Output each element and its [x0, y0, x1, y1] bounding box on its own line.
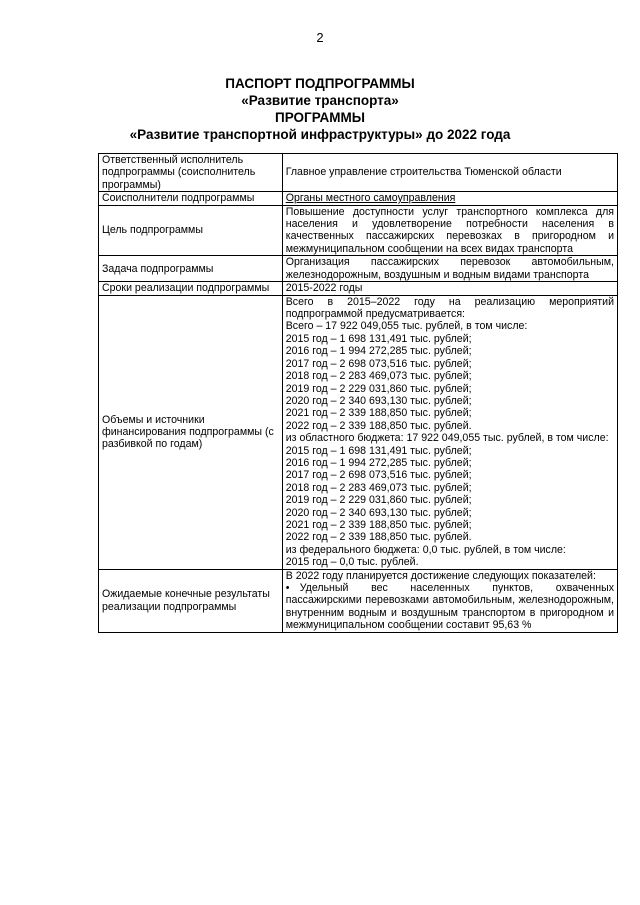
coexecutors-value: Органы местного самоуправления	[282, 192, 617, 205]
funding-year: 2016 год – 1 994 272,285 тыс. рублей;	[285, 345, 472, 358]
table-row	[99, 154, 618, 192]
table-row	[99, 256, 618, 282]
goal-value: Повышение доступности услуг транспортного комплекса для населения и удовлетворение потребности населения в качественных пассажирских перевозках в пригородном и межмуниципальном сообщении на всех видах транспорта	[282, 205, 617, 256]
terms-value: 2015-2022 годы	[282, 282, 617, 295]
table-row	[99, 205, 618, 256]
funding-total: Всего – 17 922 049,055 тыс. рублей, в том числе:	[285, 320, 528, 333]
funding-year: 2022 год – 2 339 188,850 тыс. рублей.	[285, 419, 472, 432]
table-row	[99, 295, 618, 569]
funding-year: 2020 год – 2 340 693,130 тыс. рублей;	[285, 394, 472, 407]
page-number: 2	[316, 30, 324, 45]
title-line-4: «Развитие транспортной инфраструктуры» до 2022 года	[129, 127, 511, 142]
funding-regional: из областного бюджета: 17 922 049,055 тыс. рублей, в том числе:	[285, 432, 609, 445]
terms-label: Сроки реализации подпрограммы	[99, 282, 283, 295]
coexecutors-label: Соисполнители подпрограммы	[99, 192, 283, 205]
funding-year: 2017 год – 2 698 073,516 тыс. рублей;	[285, 357, 472, 370]
title-line-3: ПРОГРАММЫ	[275, 110, 365, 125]
funding-regional-year: 2020 год – 2 340 693,130 тыс. рублей;	[285, 506, 472, 519]
funding-year: 2021 год – 2 339 188,850 тыс. рублей;	[285, 407, 472, 420]
funding-regional-year: 2021 год – 2 339 188,850 тыс. рублей;	[285, 518, 472, 531]
funding-federal-year: 2015 год – 0,0 тыс. рублей.	[285, 556, 419, 569]
table-row	[99, 192, 618, 205]
funding-regional-year: 2015 год – 1 698 131,491 тыс. рублей;	[285, 444, 472, 457]
title-line-1: ПАСПОРТ ПОДПРОГРАММЫ	[225, 76, 415, 91]
funding-regional-year: 2022 год – 2 339 188,850 тыс. рублей.	[285, 531, 472, 544]
funding-year: 2019 год – 2 229 031,860 тыс. рублей;	[285, 382, 472, 395]
funding-regional-year: 2018 год – 2 283 469,073 тыс. рублей;	[285, 481, 472, 494]
funding-regional-year: 2016 год – 1 994 272,285 тыс. рублей;	[285, 456, 472, 469]
results-text: Удельный вес населенных пунктов, охваченных пассажирскими перевозками автомобильным, железнодорожным, внутренним водным и воздушным транспортом в пригородном и межмуниципальном сообщении составит 95,63 %	[285, 582, 614, 632]
funding-regional-year: 2017 год – 2 698 073,516 тыс. рублей;	[285, 469, 472, 482]
bullet-icon: •	[285, 582, 290, 594]
passport-table	[98, 153, 618, 633]
funding-value	[282, 295, 617, 569]
funding-federal: из федерального бюджета: 0,0 тыс. рублей, в том числе:	[285, 543, 566, 556]
results-item	[286, 582, 614, 632]
document-title	[0, 75, 640, 143]
results-label: Ожидаемые конечные результаты реализации подпрограммы	[99, 569, 283, 632]
funding-label: Объемы и источники финансирования подпрограммы (с разбивкой по годам)	[99, 295, 283, 569]
table-row	[99, 569, 618, 632]
table-row	[99, 282, 618, 295]
responsible-value: Главное управление строительства Тюменской области	[282, 154, 617, 192]
goal-label: Цель подпрограммы	[99, 205, 283, 256]
results-intro: В 2022 году планируется достижение следующих показателей:	[285, 569, 596, 582]
results-value	[282, 569, 617, 632]
funding-year: 2015 год – 1 698 131,491 тыс. рублей;	[285, 332, 472, 345]
funding-intro: Всего в 2015–2022 году на реализацию мероприятий подпрограммой предусматривается:	[285, 295, 614, 321]
task-value: Организация пассажирских перевозок автомобильным, железнодорожным, воздушным и водным видами транспорта	[282, 256, 617, 282]
responsible-label: Ответственный исполнитель подпрограммы (соисполнитель программы)	[99, 154, 283, 192]
funding-year: 2018 год – 2 283 469,073 тыс. рублей;	[285, 370, 472, 383]
funding-regional-year: 2019 год – 2 229 031,860 тыс. рублей;	[285, 494, 472, 507]
title-line-2: «Развитие транспорта»	[241, 93, 399, 108]
task-label: Задача подпрограммы	[99, 256, 283, 282]
